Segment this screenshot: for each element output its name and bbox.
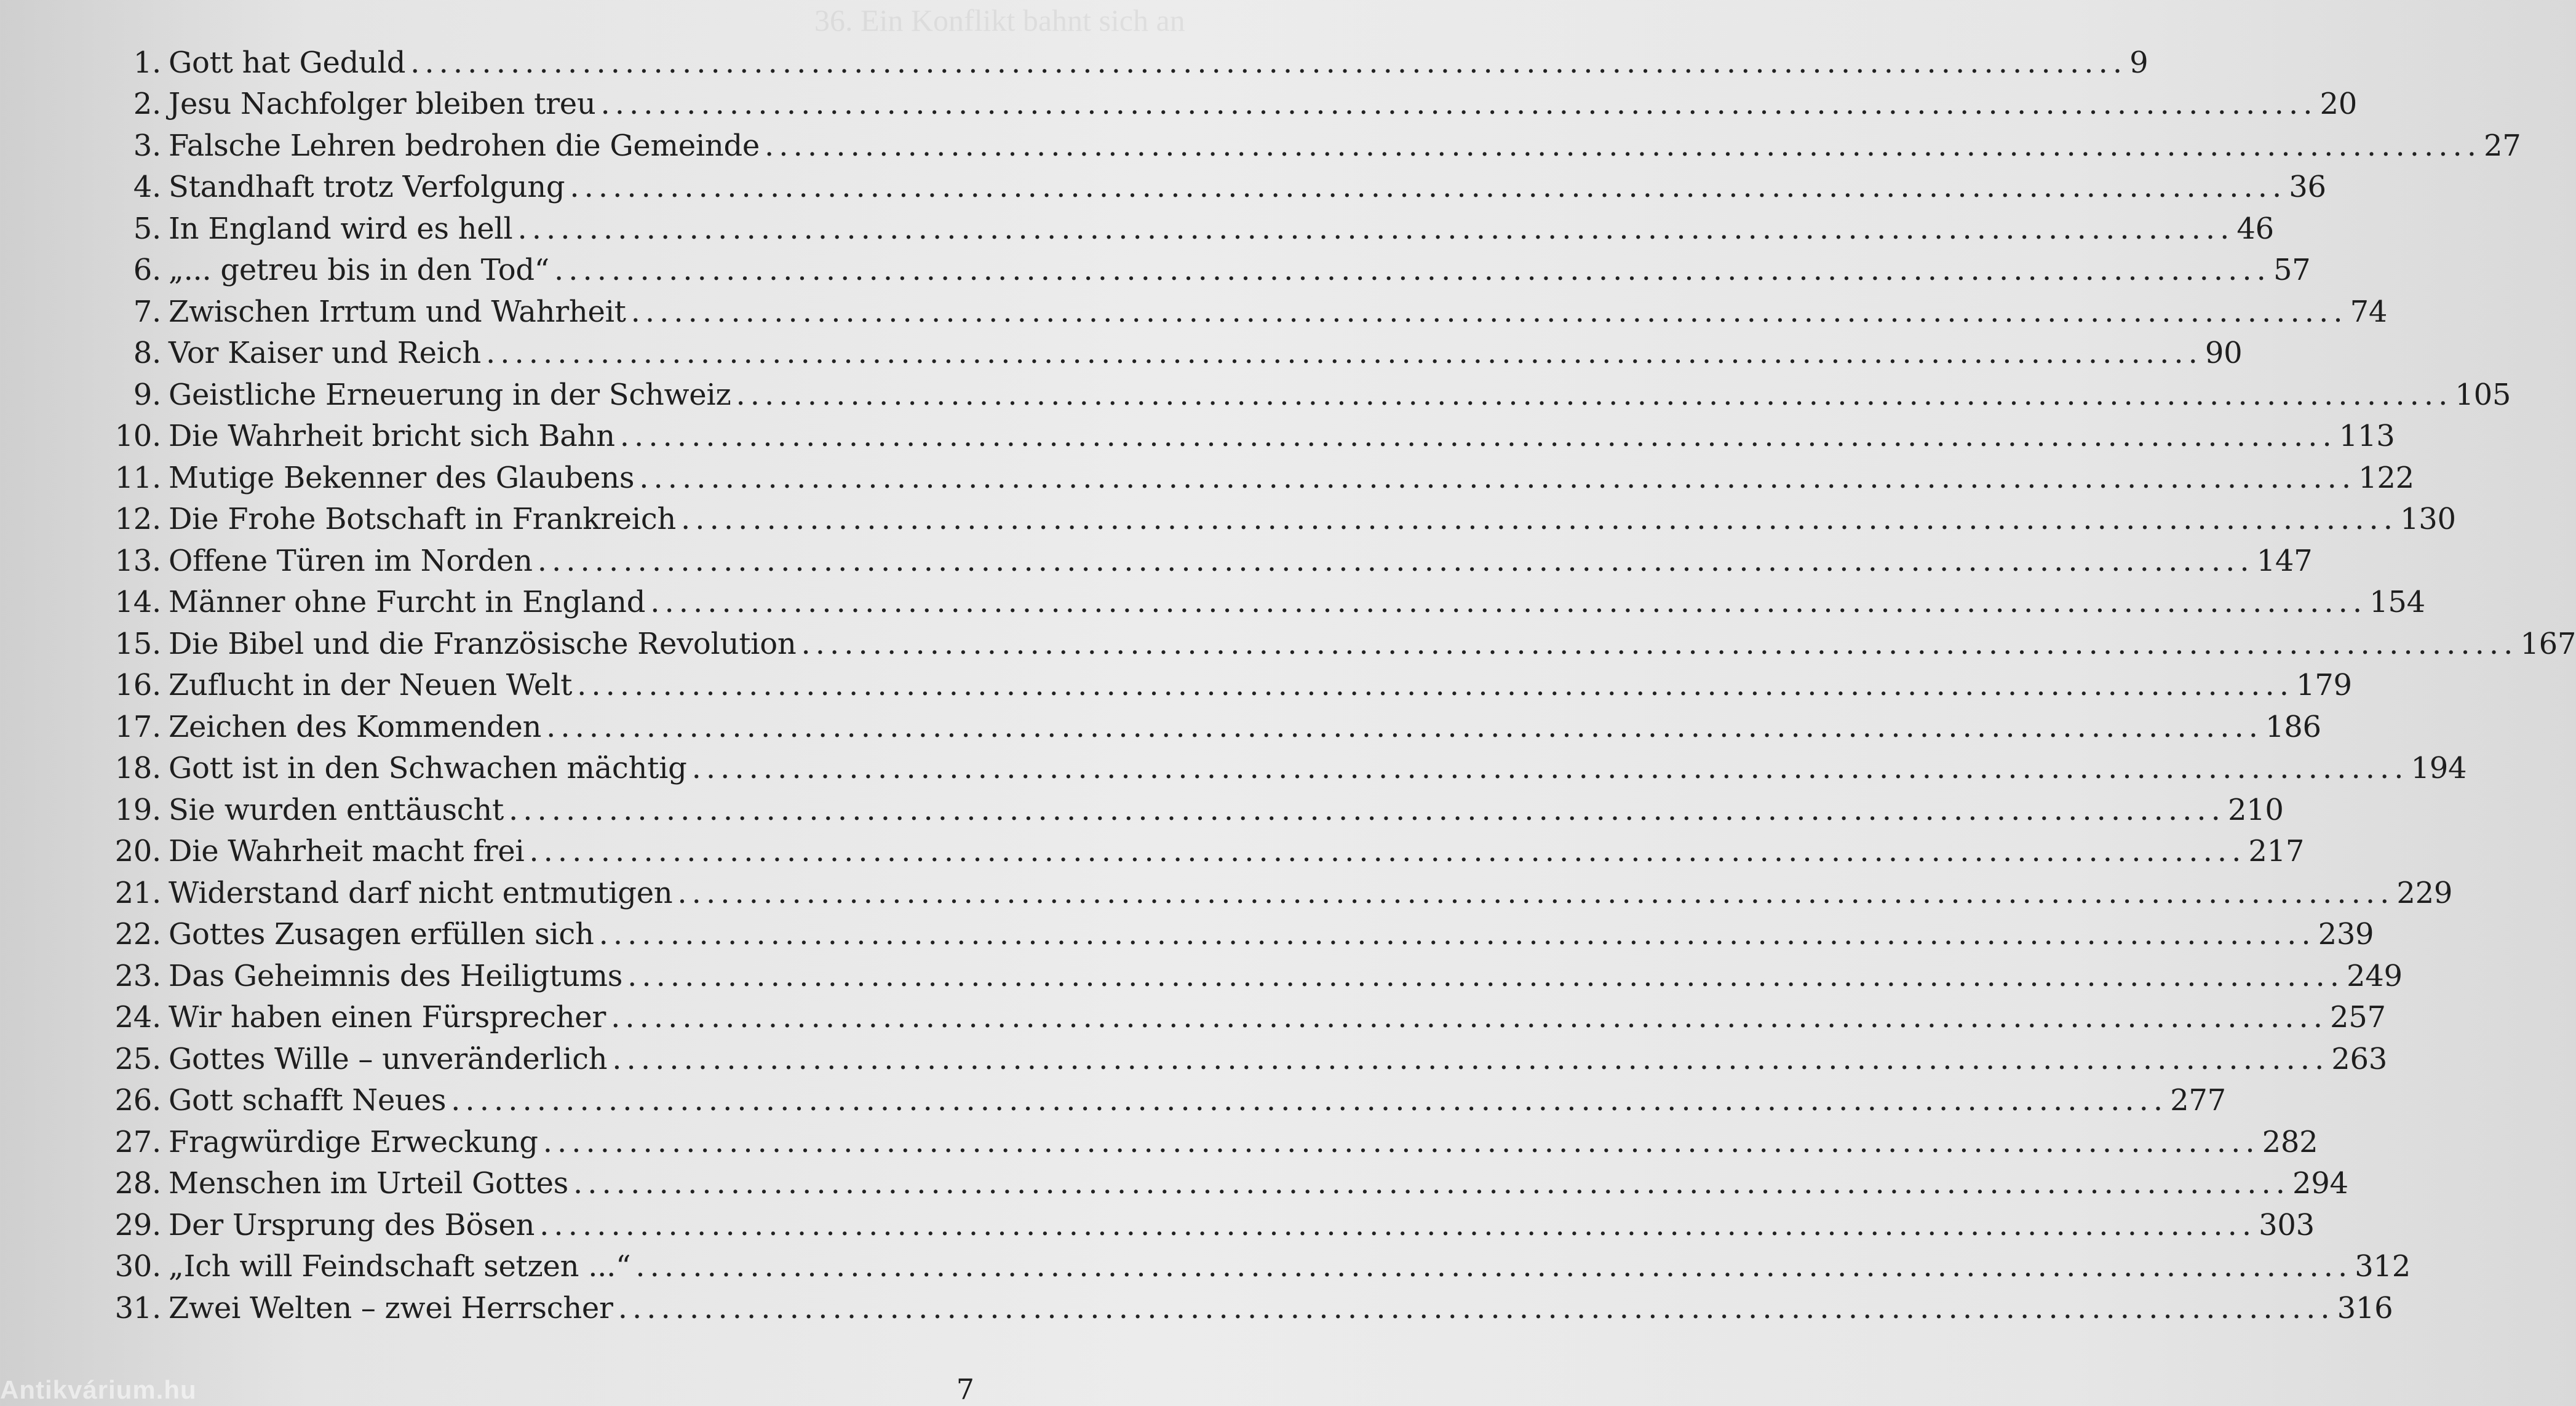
entry-page: 312 (2355, 1249, 2411, 1284)
entry-number: 9. (133, 377, 161, 412)
entry-page: 46 (2236, 211, 2274, 246)
dot-leader (486, 336, 2203, 370)
toc-entry (98, 38, 2149, 80)
toc-entry (98, 80, 2357, 122)
toc-entry (98, 619, 2576, 661)
entry-number: 11. (114, 460, 161, 495)
toc-entry (98, 121, 2521, 163)
entry-number: 7. (133, 294, 161, 329)
entry-title: „Ich will Feindschaft setzen ...“ (169, 1249, 631, 1284)
entry-number: 1. (133, 45, 161, 80)
entry-page: 113 (2339, 419, 2395, 453)
entry-page: 217 (2248, 834, 2305, 868)
entry-title: Gott schafft Neues (169, 1083, 447, 1118)
toc-entry (98, 412, 2395, 454)
entry-title: Zwei Welten – zwei Herrscher (169, 1290, 613, 1325)
entry-number: 16. (114, 668, 161, 702)
entry-title: Menschen im Urteil Gottes (169, 1166, 569, 1201)
dot-leader (529, 834, 2246, 868)
entry-page: 282 (2262, 1124, 2318, 1159)
entry-number: 22. (114, 917, 161, 951)
dot-leader (509, 793, 2225, 827)
entry-number: 24. (114, 1000, 161, 1035)
toc-entry (98, 661, 2352, 703)
entry-number: 19. (114, 792, 161, 827)
toc-entry (98, 1159, 2348, 1201)
toc-entry (98, 744, 2467, 786)
entry-page: 105 (2455, 377, 2511, 412)
entry-number: 26. (114, 1083, 161, 1118)
dot-leader (620, 419, 2337, 453)
toc-entry (98, 163, 2326, 205)
entry-title: Widerstand darf nicht entmutigen (169, 875, 673, 910)
toc-entry (98, 1076, 2226, 1118)
dot-leader (627, 959, 2344, 993)
entry-number: 27. (114, 1124, 161, 1159)
entry-number: 17. (114, 709, 161, 744)
dot-leader (410, 46, 2127, 80)
toc-entry (98, 1242, 2411, 1284)
dot-leader (677, 876, 2394, 910)
entry-page: 9 (2129, 45, 2149, 80)
dot-leader (650, 585, 2367, 619)
bleed-through-line: 36. Ein Konflikt bahnt sich an (814, 3, 1185, 38)
entry-title: Gottes Zusagen erfüllen sich (169, 917, 594, 951)
entry-number: 5. (133, 211, 161, 246)
entry-title: Vor Kaiser und Reich (169, 336, 481, 370)
toc-entry (98, 370, 2511, 412)
dot-leader (601, 87, 2318, 121)
entry-page: 36 (2289, 170, 2326, 204)
dot-leader (639, 461, 2356, 495)
entry-page: 239 (2318, 917, 2374, 951)
entry-page: 27 (2483, 128, 2521, 163)
entry-page: 57 (2273, 253, 2311, 287)
toc-entry (98, 453, 2414, 495)
entry-page: 167 (2520, 626, 2576, 661)
entry-title: „... getreu bis in den Tod“ (169, 253, 549, 287)
dot-leader (573, 1166, 2290, 1201)
dot-leader (570, 170, 2286, 204)
entry-number: 31. (114, 1290, 161, 1325)
dot-leader (599, 917, 2316, 951)
toc-entry (98, 329, 2243, 371)
dot-leader (631, 295, 2348, 329)
toc-entry (98, 578, 2425, 620)
entry-number: 20. (114, 834, 161, 868)
entry-page: 74 (2350, 294, 2388, 329)
entry-title: Das Geheimnis des Heiligtums (169, 958, 623, 993)
toc-entry (98, 287, 2388, 329)
entry-title: Zuflucht in der Neuen Welt (169, 668, 573, 702)
dot-leader (539, 1208, 2256, 1242)
entry-number: 10. (114, 419, 161, 453)
entry-title: Die Bibel und die Französische Revolution (169, 626, 797, 661)
entry-page: 229 (2396, 875, 2453, 910)
entry-title: Geistliche Erneuerung in der Schweiz (169, 377, 731, 412)
dot-leader (618, 1291, 2335, 1325)
toc-entry (98, 951, 2403, 993)
toc-entry (98, 785, 2284, 827)
watermark: Antikvárium.hu (0, 1375, 197, 1404)
entry-title: Männer ohne Furcht in England (169, 585, 646, 619)
dot-leader (801, 627, 2518, 661)
entry-number: 6. (133, 253, 161, 287)
entry-number: 30. (114, 1249, 161, 1284)
toc-entry (98, 204, 2274, 246)
entry-number: 12. (114, 502, 161, 536)
entry-page: 194 (2411, 751, 2467, 785)
entry-page: 263 (2331, 1041, 2387, 1076)
entry-title: Gott hat Geduld (169, 45, 406, 80)
dot-leader (577, 668, 2294, 702)
entry-number: 23. (114, 958, 161, 993)
dot-leader (451, 1083, 2168, 1118)
entry-page: 130 (2399, 502, 2456, 536)
toc-entry (98, 1035, 2387, 1076)
dot-leader (765, 129, 2481, 163)
dot-leader (681, 502, 2398, 536)
entry-number: 4. (133, 170, 161, 204)
toc-entry (98, 1201, 2315, 1242)
dot-leader (546, 710, 2263, 744)
entry-number: 14. (114, 585, 161, 619)
entry-page: 122 (2358, 460, 2414, 495)
entry-page: 186 (2265, 709, 2321, 744)
entry-page: 277 (2170, 1083, 2226, 1118)
dot-leader (543, 1125, 2260, 1159)
toc-entry (98, 1118, 2318, 1159)
entry-page: 154 (2369, 585, 2425, 619)
entry-title: Gottes Wille – unveränderlich (169, 1041, 608, 1076)
entry-title: Fragwürdige Erweckung (169, 1124, 538, 1159)
entry-title: Offene Türen im Norden (169, 543, 533, 578)
entry-number: 25. (114, 1041, 161, 1076)
entry-number: 3. (133, 128, 161, 163)
toc-entry (98, 702, 2321, 744)
entry-page: 257 (2330, 1000, 2386, 1035)
entry-title: Sie wurden enttäuscht (169, 792, 504, 827)
dot-leader (736, 378, 2452, 412)
entry-page: 147 (2256, 543, 2313, 578)
entry-page: 303 (2259, 1207, 2315, 1242)
toc-entry (98, 536, 2313, 578)
entry-number: 28. (114, 1166, 161, 1201)
entry-page: 90 (2204, 336, 2243, 370)
entry-page: 20 (2320, 87, 2357, 121)
entry-title: Jesu Nachfolger bleiben treu (169, 87, 596, 121)
entry-title: Mutige Bekenner des Glaubens (169, 460, 635, 495)
dot-leader (692, 751, 2409, 785)
entry-title: Der Ursprung des Bösen (169, 1207, 535, 1242)
entry-number: 18. (114, 751, 161, 785)
entry-number: 15. (114, 626, 161, 661)
dot-leader (554, 253, 2271, 287)
dot-leader (611, 1000, 2328, 1035)
dot-leader (635, 1249, 2352, 1284)
dot-leader (538, 544, 2254, 578)
entry-title: Zwischen Irrtum und Wahrheit (169, 294, 626, 329)
entry-title: Gott ist in den Schwachen mächtig (169, 751, 687, 785)
entry-title: Zeichen des Kommenden (169, 709, 542, 744)
entry-number: 21. (114, 875, 161, 910)
entry-number: 13. (114, 543, 161, 578)
dot-leader (517, 212, 2234, 246)
entry-title: Falsche Lehren bedrohen die Gemeinde (169, 128, 760, 163)
dot-leader (612, 1042, 2329, 1076)
toc-entry (98, 868, 2453, 910)
entry-title: Die Frohe Botschaft in Frankreich (169, 502, 677, 536)
toc-entry (98, 993, 2386, 1035)
entry-page: 294 (2292, 1166, 2348, 1201)
entry-title: Die Wahrheit bricht sich Bahn (169, 419, 615, 453)
entry-page: 249 (2347, 958, 2403, 993)
toc-entry (98, 495, 2456, 537)
entry-title: In England wird es hell (169, 211, 513, 246)
entry-title: Die Wahrheit macht frei (169, 834, 525, 868)
entry-page: 179 (2296, 668, 2352, 702)
entry-title: Standhaft trotz Verfolgung (169, 170, 565, 204)
entry-number: 8. (133, 336, 161, 370)
entry-number: 29. (114, 1207, 161, 1242)
page-number: 7 (956, 1373, 974, 1406)
entry-number: 2. (133, 87, 161, 121)
toc-entry (98, 246, 2311, 288)
table-of-contents (98, 38, 2576, 1325)
entry-title: Wir haben einen Fürsprecher (169, 1000, 606, 1035)
entry-page: 316 (2337, 1290, 2393, 1325)
toc-entry (98, 910, 2374, 952)
toc-entry (98, 827, 2305, 869)
entry-page: 210 (2227, 792, 2284, 827)
toc-entry (98, 1284, 2393, 1325)
